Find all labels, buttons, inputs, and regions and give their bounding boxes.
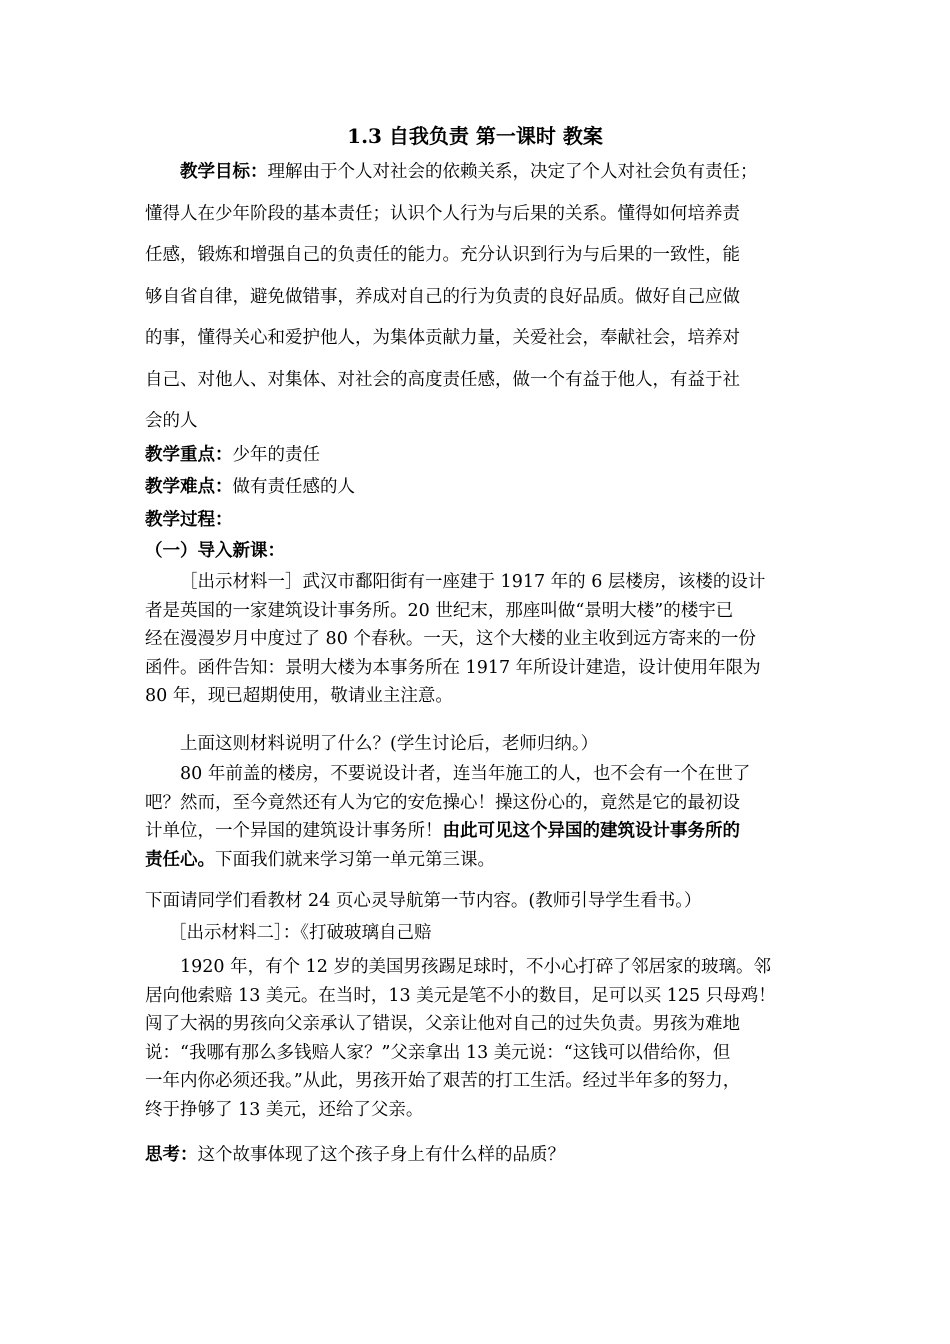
material-two (145, 919, 805, 948)
material-line: 者是英国的一家建筑设计事务所。20 世纪末，那座叫做“景明大楼”的楼宇已 (145, 600, 734, 621)
instruction-text: 下面请同学们看教材 24 页心灵导航第一节内容。(教师引导学生看书。） (145, 891, 702, 911)
story-line: 1920 年，有个 12 岁的美国男孩踢足球时，不小心打碎了邻居家的玻璃。邻 (180, 957, 771, 977)
goal-label: 教学目标： (180, 162, 268, 182)
goal-line: 任感，锻炼和增强自己的负责任的能力。充分认识到行为与后果的一致性，能 (145, 245, 740, 265)
material-one-label: ［出示材料一］ (180, 572, 303, 592)
answer-line: 下面我们就来学习第一单元第三课。 (215, 849, 495, 870)
teaching-difficulty (145, 473, 805, 502)
answer-line: 计单位，一个异国的建筑设计事务所！ (145, 821, 443, 842)
goal-line: 懂得人在少年阶段的基本责任；认识个人行为与后果的关系。懂得如何培养责 (145, 203, 740, 224)
think-label: 思考： (145, 1145, 198, 1165)
section-heading: （一）导入新课： (145, 541, 285, 561)
material-two-label: ［出示材料二］： (169, 923, 301, 943)
material-line: 武汉市鄱阳街有一座建于 1917 年的 6 层楼房，该楼的设计 (302, 572, 766, 592)
material-line: 80 年，现已超期使用，敬请业主注意。 (145, 686, 453, 707)
story-line: 一年内你必须还我。”从此，男孩开始了艰苦的打工生活。经过半年多的努力， (145, 1071, 741, 1092)
story-line: 说：“我哪有那么多钱赔人家？”父亲拿出 13 美元说：“这钱可以借给你，但 (145, 1042, 731, 1063)
answer-line: 80 年前盖的楼房，不要说设计者，连当年施工的人，也不会有一个在世了 (180, 764, 751, 784)
story-line: 闯了大祸的男孩向父亲承认了错误，父亲让他对自己的过失负责。男孩为难地 (145, 1014, 740, 1035)
focus-label: 教学重点： (145, 445, 233, 465)
page-title: 1.3 自我负责 第一课时 教案 (347, 124, 603, 148)
difficulty-text: 做有责任感的人 (232, 477, 355, 497)
story-line: 终于挣够了 13 美元，还给了父亲。 (145, 1099, 424, 1120)
goal-line: 够自省自律，避免做错事，养成对自己的行为负责的良好品质。做好自己应做 (145, 286, 740, 307)
teaching-focus (145, 441, 805, 470)
answer-line: 吧？然而，至今竟然还有人为它的安危操心！操这份心的，竟然是它的最初设 (145, 792, 740, 813)
think-text: 这个故事体现了这个孩子身上有什么样的品质？ (197, 1145, 565, 1165)
teaching-goal (145, 152, 805, 443)
story-line: 居向他索赔 13 美元。在当时，13 美元是笔不小的数目，足可以买 125 只母鸡！ (145, 985, 776, 1006)
material-line: 函件。函件告知：景明大楼为本事务所在 1917 年所设计建造，设计使用年限为 (145, 657, 761, 678)
goal-line: 的事，懂得关心和爱护他人，为集体贡献力量，关爱社会，奉献社会，培养对 (145, 328, 740, 348)
goal-line: 理解由于个人对社会的依赖关系，决定了个人对社会负有责任； (267, 162, 758, 182)
answer-bold: 责任心。 (145, 849, 215, 870)
answer-one (145, 760, 805, 874)
material-one (145, 568, 805, 711)
material-line: 经在漫漫岁月中度过了 80 个春秋。一天，这个大楼的业主收到远方寄来的一份 (145, 629, 756, 650)
answer-bold: 由此可见这个异国的建筑设计事务所的 (442, 821, 740, 842)
think-question (145, 1141, 805, 1170)
difficulty-label: 教学难点： (145, 477, 233, 497)
goal-line: 自己、对他人、对集体、对社会的高度责任感，做一个有益于他人，有益于社 (145, 369, 740, 390)
goal-line: 会的人 (145, 411, 198, 431)
story-text (145, 953, 805, 1125)
material-two-title: 《打破玻璃自己赔 (300, 923, 432, 943)
question-one: 上面这则材料说明了什么？(学生讨论后，老师归纳。） (180, 734, 599, 754)
focus-text: 少年的责任 (232, 445, 320, 465)
process-heading: 教学过程： (145, 510, 233, 530)
